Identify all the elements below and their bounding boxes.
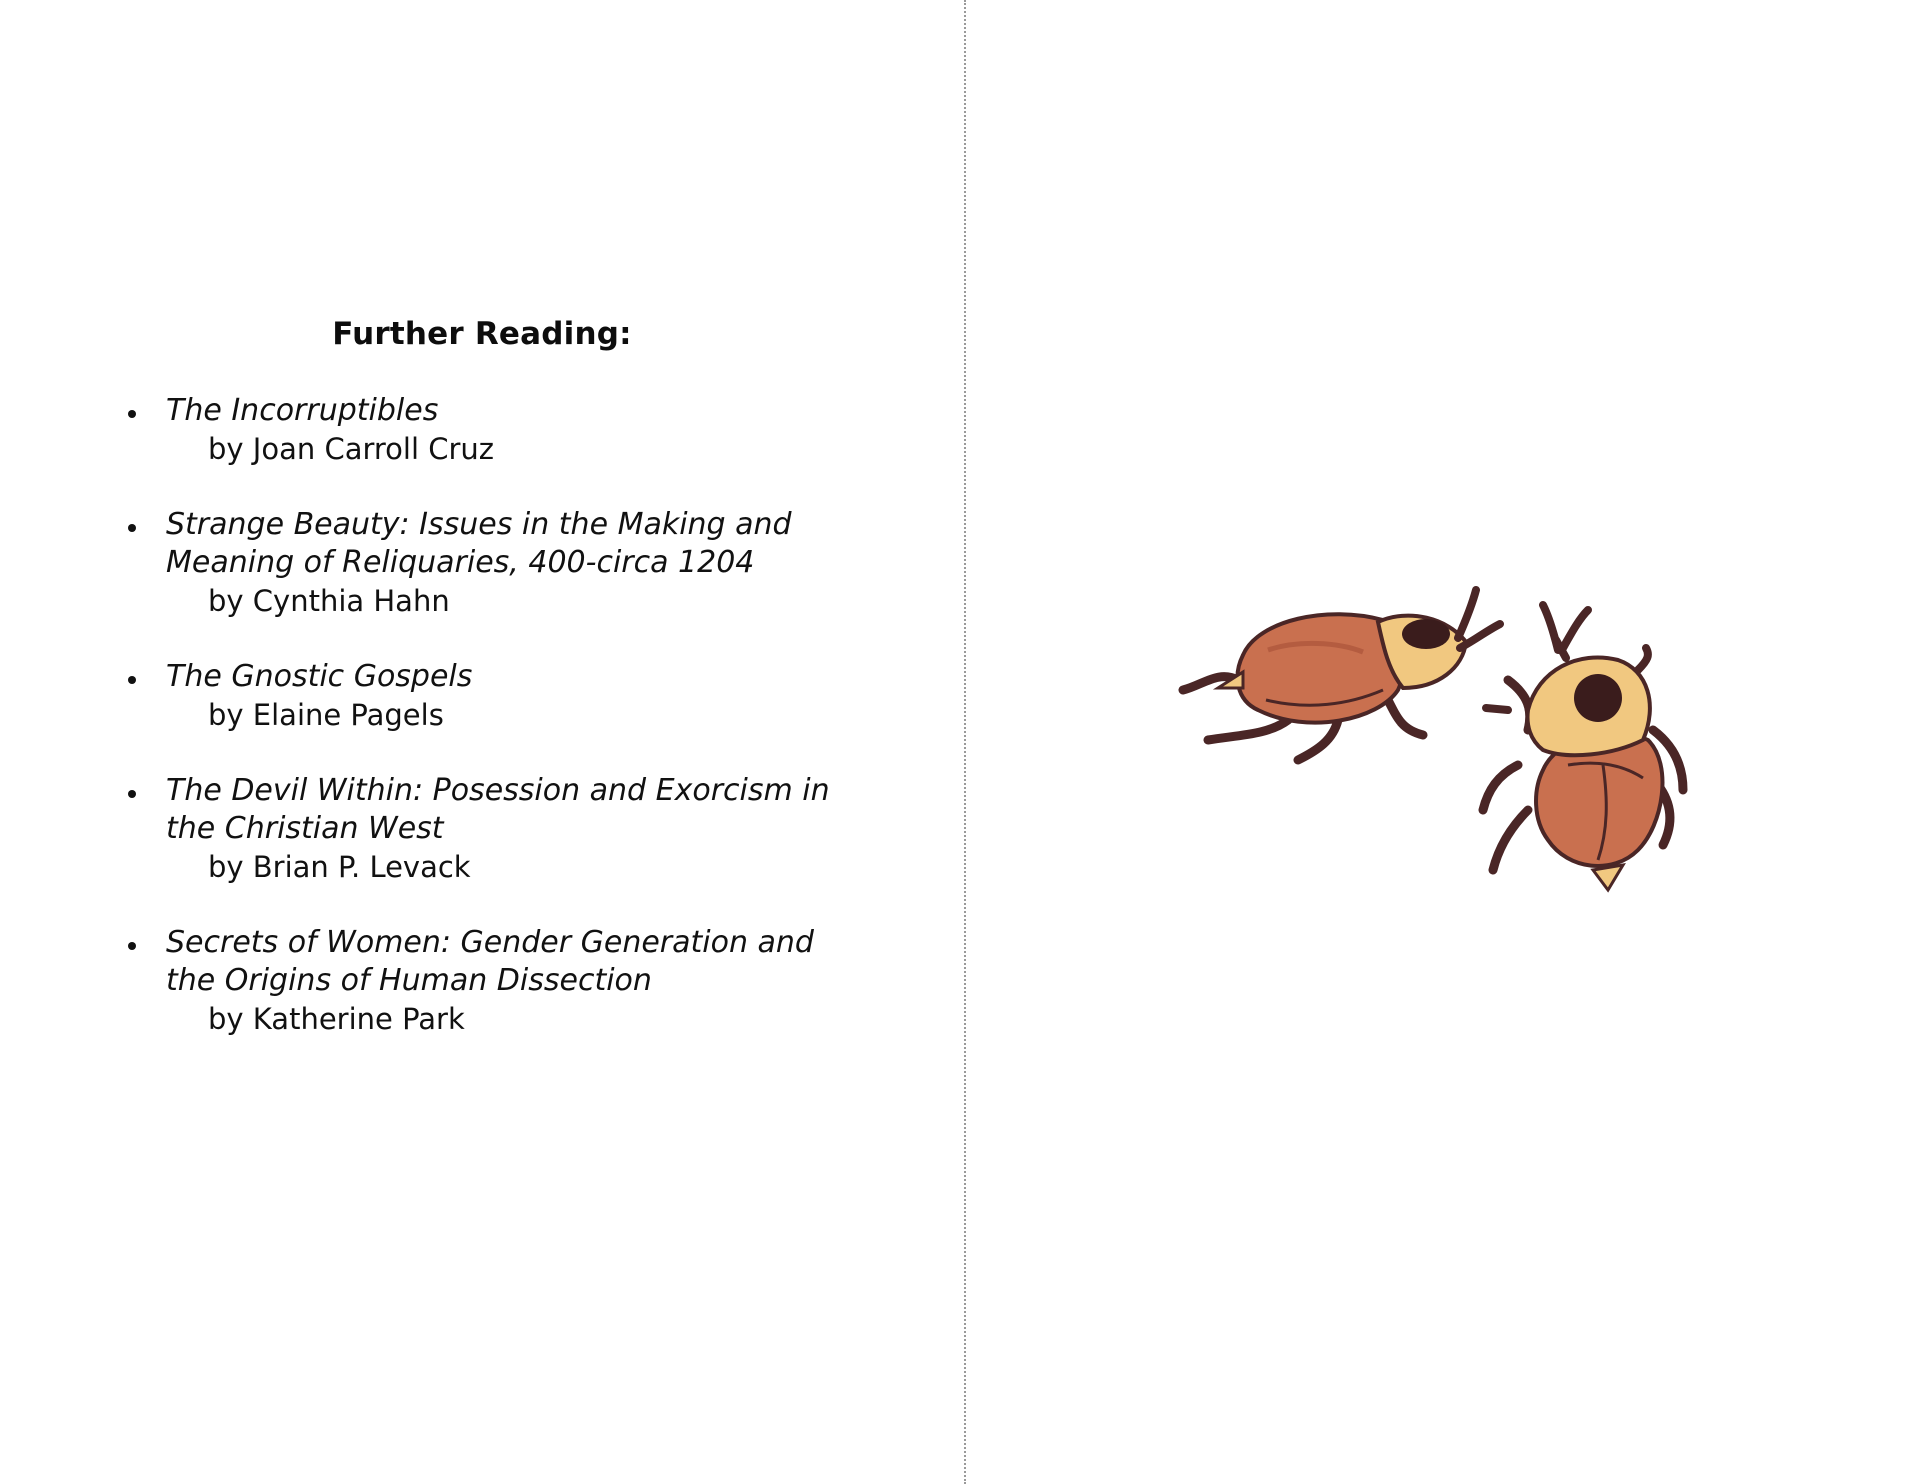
book-author: by Katherine Park — [208, 1002, 465, 1036]
reading-list — [166, 392, 886, 1076]
fold-divider — [964, 0, 966, 1484]
list-item — [166, 658, 886, 734]
bullet-icon — [128, 942, 136, 950]
book-author: by Elaine Pagels — [208, 698, 444, 732]
bullet-icon — [128, 676, 136, 684]
list-item — [166, 392, 886, 468]
bullet-icon — [128, 790, 136, 798]
bullet-icon — [128, 524, 136, 532]
book-author: by Cynthia Hahn — [208, 584, 450, 618]
book-title: The Gnostic Gospels — [166, 659, 473, 694]
book-title: The Devil Within: Posession and Exorcism in the Christian West — [166, 773, 830, 846]
list-item — [166, 924, 886, 1038]
right-page — [968, 0, 1920, 1484]
book-title: Secrets of Women: Gender Generation and the Origins of Human Dissection — [166, 925, 814, 998]
beetle-illustration — [1148, 560, 1708, 920]
book-author: by Brian P. Levack — [208, 850, 471, 884]
book-title: The Incorruptibles — [166, 393, 439, 428]
further-reading-heading: Further Reading: — [332, 316, 632, 352]
list-item — [166, 772, 886, 886]
list-item — [166, 506, 886, 620]
beetle-left — [1183, 590, 1500, 760]
book-author: by Joan Carroll Cruz — [208, 432, 495, 466]
beetle-right — [1483, 605, 1683, 890]
book-title: Strange Beauty: Issues in the Making and Meaning of Reliquaries, 400-circa 1204 — [166, 507, 792, 580]
bullet-icon — [128, 410, 136, 418]
